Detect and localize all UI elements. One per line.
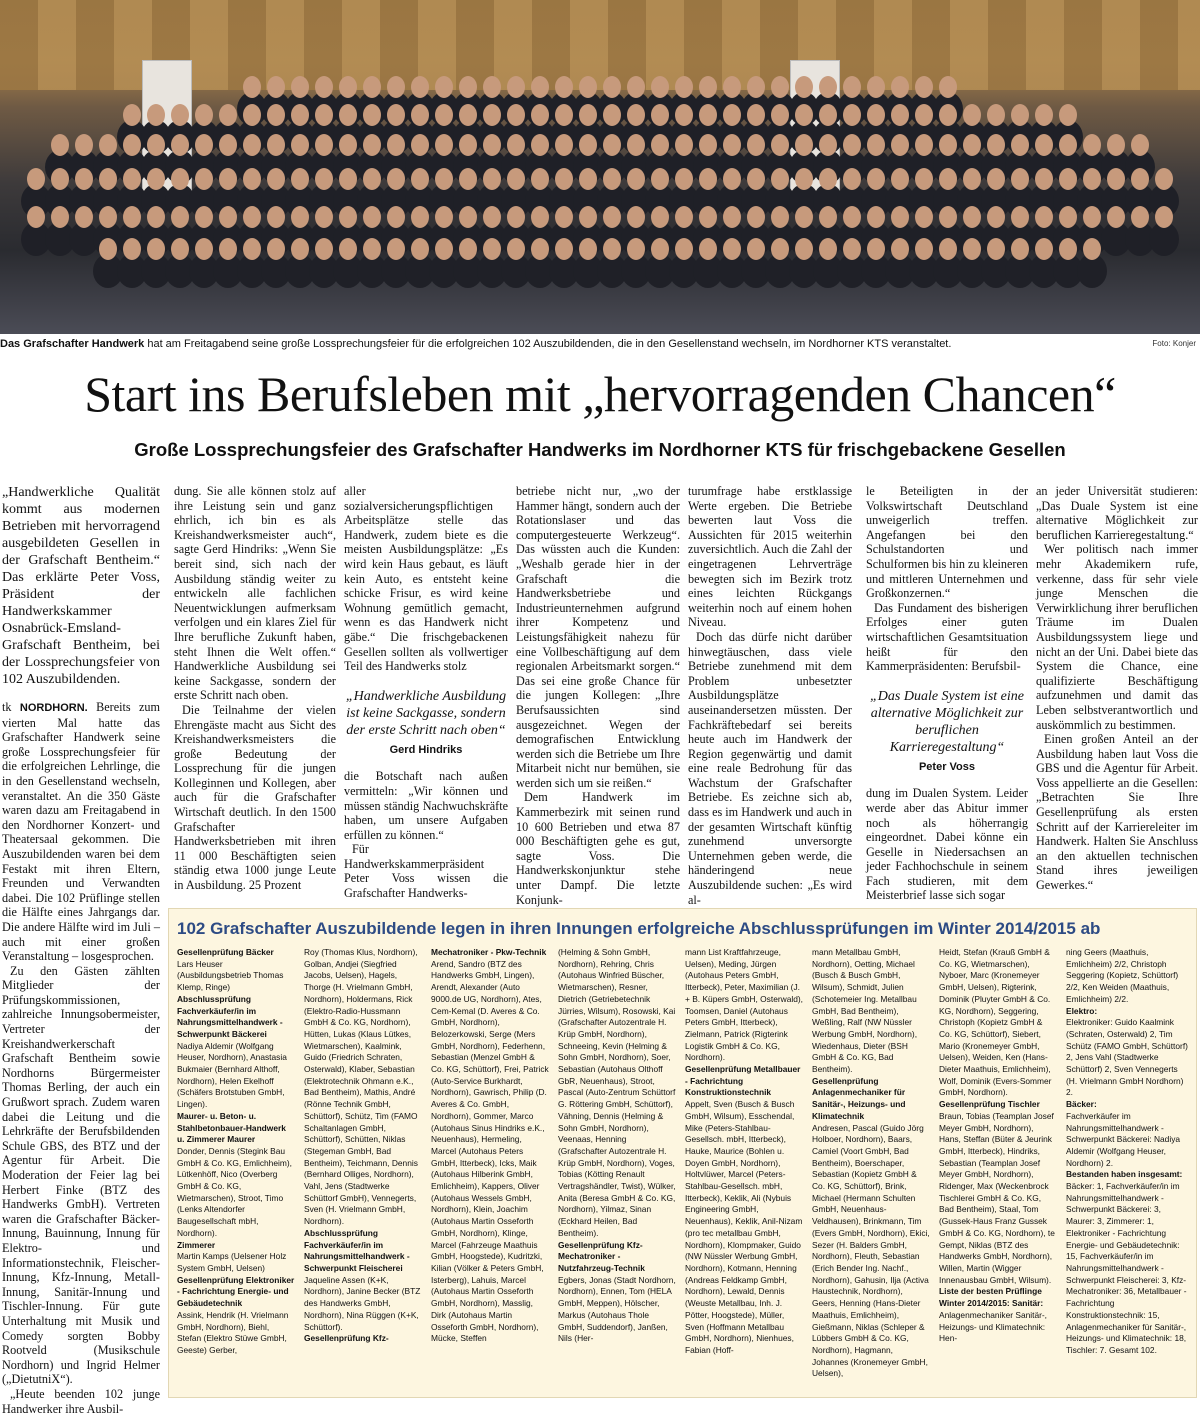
exam-list: mann Metallbau GmbH, Nordhorn), Oetting, Michael (Busch & Busch GmbH, Wilsum), Schmidt, Julien (Schotemeier Ing. Metallbau GmbH, Bad Bentheim), Weßling, Ralf (NW Nüssler Werbung GmbH, Nordhorn), Wiedenhaus, Dieter (BSH GmbH & Co. KG, Bad Bentheim).: [812, 947, 918, 1075]
article-column-5: [688, 484, 852, 907]
photo-people-row: [0, 238, 1200, 260]
pull-quote-author: Gerd Hindriks: [389, 743, 463, 756]
group-photo: [0, 0, 1200, 334]
exam-list: Arend, Sandro (BTZ des Handwerks GmbH, Lingen), Arendt, Alexander (Auto 9000.de UG, Nordhorn), Ates, Cem-Kemal (D. Averes & Co. GmbH, Nordhorn), Belozerkowski, Serge (Mers GmbH, Nordhorn), Federhenn, Sebastian (Menzel GmbH & Co. KG, Schüttorf), Frei, Patrick (Auto-Service Burkhardt, Nordhorn), Gawrisch, Philip (D. Averes & Co. GmbH, Nordhorn), Gommer, Marco (Autohaus Sinus Hindriks e.K., Neuenhaus), Hermeling, Marcel (Autohaus Peters GmbH, Itterbeck), Icks, Maik (Autohaus Hilberink GmbH, Emlichheim), Kappers, Oliver (Autohaus Wessels GmbH, Nordhorn), Klein, Joachim (Autohaus Martin Osseforth GmbH, Nordhorn), Klinge, Marcel (Fahrzeuge Maathuis GmbH, Hoogstede), Kudritzki, Kilian (Völker & Peters GmbH, Isterberg), Lahuis, Marcel (Autohaus Martin Osseforth GmbH, Nordhorn), Masslig, Dirk (Autohaus Martin Osseforth GmbH, Nordhorn), Mücke, Steffen: [431, 958, 549, 1344]
exam-heading: Gesellenprüfung Kfz-: [304, 1333, 389, 1344]
article-column-1: [2, 484, 160, 1416]
pull-quote: „Das Duale System ist eine alternative Möglichkeit zur beruflichen Karrieregestaltung“: [870, 688, 1024, 755]
best-candidates-heading: Liste der besten Prüflinge Winter 2014/2015: Sanitär:: [939, 1286, 1044, 1309]
exam-list: mann List Kraftfahrzeuge, Uelsen), Meding, Jürgen (Autohaus Peters GmbH, Itterbeck), Peter, Maximilian (J. + B. Küpers GmbH, Osterwald), Toomsen, Daniel (Autohaus Peters GmbH, Itterbeck), Zielmann, Patrick (Rigterink Logistik GmbH & Co. KG, Nordhorn).: [685, 947, 803, 1063]
body-paragraph: Zu den Gästen zählten Mitglieder der Prüfungskommissionen, zahlreiche Innungsobermeister, Vertreter der Kreishandwerkerschaft Grafschaft Bentheim sowie Nordhorns Bürgermeister Thomas Berling, der auch ein Grußwort sprach. Zudem waren dabei die Leitung und die Lehrkräfte der Berufsbildenden Schule GBS, des BTZ und der Agentur für Arbeit. Die Moderation der Feier lag bei Herbert Finke (BTZ des Handwerks GmbH). Vertreten waren die Grafschafter Bäcker-Innung, Bauinnung, Innung für Elektro- und Informationstechnik, Fleischer-Innung, Kfz-Innung, Metall-Innung, Sanitär-Innung und Tischler-Innung. Für gute Unterhaltung mit Musik und Comedy sorgten Bobby Rootveld (Musikschule Nordhorn) und Ingrid Helmer („DietutniX“).: [2, 963, 160, 1387]
exam-list: Braun, Tobias (Teamplan Josef Meyer GmbH, Nordhorn), Hans, Steffan (Büter & Jeurink GmbH, Itterbeck), Hindriks, Sebastian (Teamplan Josef Meyer GmbH, Nordhorn), Ridenger, Max (Weckenbrock Tischlerei GmbH & Co. KG, Bad Bentheim), Staal, Tom (Gussek-Haus Franz Gussek GmbH & Co. KG, Nordhorn), te Gempt, Niklas (BTZ des Handwerks GmbH, Nordhorn), Willen, Martin (Wigger Innenausbau GmbH, Wilsum).: [939, 1110, 1055, 1285]
exam-list: Jaqueline Assen (K+K, Nordhorn), Janine Becker (BTZ des Handwerks GmbH, Nordhorn), Nina Rüggen (K+K, Schüttorf).: [304, 1274, 421, 1332]
best-candidates-heading: Bäcker:: [1066, 1099, 1097, 1110]
exam-heading: Gesellenprüfung Bäcker: [177, 947, 274, 957]
photo-people-row: [0, 104, 1200, 126]
photo-people-row: [0, 134, 1200, 156]
body-paragraph: Das Fundament des bisherigen Erfolges einer guten wirtschaftlichen Gesamtsituation heißt für den Kammerpräsidenten: Berufsbil-: [866, 600, 1028, 674]
exam-list: Heidt, Stefan (Krauß GmbH & Co. KG, Wietmarschen), Nyboer, Marc (Kronemeyer GmbH, Uelsen), Rigterink, Dominik (Pluyter GmbH & Co. KG, Nordhorn), Seggering, Christoph (Kopietz GmbH & Co. KG, Schüttorf), Siebert, Mario (Kronemeyer GmbH, Uelsen), Weiden, Ken (Hans-Dieter Maathuis, Emlichheim), Wolf, Dominik (Evers-Sommer GmbH, Nordhorn).: [939, 947, 1052, 1098]
info-box-column-2: [304, 947, 422, 1345]
dateline: NORDHORN.: [19, 702, 88, 714]
body-paragraph: Wer politisch nach immer mehr Akademikern rufe, verkenne, dass für sehr viele junge Menschen die Verwirklichung ihrer beruflichen Träume im Dualen Ausbildungssystem liege und nicht an der Uni. Dabei biete das System die Chance, eine qualifizierte Beschäftigung aufzunehmen und damit das Leben selbstverantwortlich und auskömmlich zu bestimmen.: [1036, 542, 1198, 732]
totals-list: Bäcker: 1, Fachverkäufer/in im Nahrungsmittelhandwerk - Schwerpunkt Bäckerei: 3, Maurer: 3, Zimmerer: 1, Elektroniker - Fachrichtung Energie- und Gebäudetechnik: 15, Fachverkäufer/in im Nahrungsmittelhandwerk - Schwerpunkt Fleischerei: 3, Kfz-Mechatroniker: 36, Metallbauer - Fachrichtung Konstruktionstechnik: 15, Anlagenmechaniker für Sanitär-, Heizungs- und Klimatechnik: 18, Tischler: 7. Gesamt 102.: [1066, 1181, 1187, 1355]
exam-list: Donder, Dennis (Stegink Bau GmbH & Co. KG, Emlichheim), Lütkenhöff, Nico (Overberg GmbH & Co. KG, Wietmarschen), Stroot, Timo (Lenks Altendorfer Baugesellschaft mbH, Nordhorn).: [177, 1145, 292, 1238]
info-box-column-8: [1066, 947, 1188, 1357]
exam-list: (Helming & Sohn GmbH, Nordhorn), Rehring, Chris (Autohaus Winfried Büscher, Wietmarschen), Resner, Dietrich (Getriebetechnik Jürries, Wilsum), Rosowski, Kai (Grafschafter Autozentrale H. Krüp GmbH, Nordhorn), Schneeing, Kevin (Helming & Sohn GmbH, Nordhorn), Soer, Sebastian (Autohaus Olthoff GbR, Neuenhaus), Stroot, Pascal (Auto-Zentrum Schüttorf G. Röttering GmbH, Schüttorf), Vähning, Dennis (Helming & Sohn GmbH, Nordhorn), Veenaas, Henning (Grafschafter Autozentrale H. Krüp GmbH, Nordhorn), Voges, Tobias (Kötting Renault Vertragshändler, Twist), Wülker, Anita (Beresa GmbH & Co. KG, Nordhorn), Yilmaz, Sinan (Eckhard Heilen, Bad Bentheim).: [558, 947, 676, 1238]
exam-heading: Mechatroniker - Pkw-Technik: [431, 947, 547, 957]
exam-heading: Gesellenprüfung Kfz-Mechatroniker - Nutzfahrzeug-Technik: [558, 1239, 645, 1273]
article-column-2: [174, 484, 336, 893]
body-paragraph: dung im Dualen System. Leider werde aber das Abitur immer noch als höherrangig eingeordnet. Dabei könne ein Geselle in Niedersachsen an jeder Fachhochschule in seinem Fach studieren, mit dem Meisterbrief lasse sich sogar: [866, 786, 1028, 903]
body-paragraph: betriebe nicht nur, „wo der Hammer hängt, sondern auch der Rotationslaser und das computergesteuerte Werkzeug“. Das wüssten auch die Kunden: „Weshalb gerade hier in der Grafschaft die Handwerksbetriebe und Industrieunternehmen aufgrund ihrer Kompetenz und Leistungsfähigkeit nahezu für eine Vollbeschäftigung auf dem regionalen Arbeitsmarkt sorgen.“ Das sei eine große Chance für die jungen Kollegen: „Ihre Berufsaussichten sind ausgezeichnet. Wegen der demografischen Entwicklung werden sich die Betriebe um Ihre Mitarbeit nicht nur bemühen, sie werden sich um sie reißen.“: [516, 484, 680, 790]
body-paragraph: dung. Sie alle können stolz auf ihre Leistung sein und ganz ehrlich, ich bin es als Kreishandwerksmeister auch“, sagte Gerd Hindriks: „Wenn Sie bereit sind, sich nach der Ausbildung ständig weiter zu entwickeln alle fachlichen Neuentwicklungen aufmerksam verfolgen und ein klares Ziel für Ihre berufliche Zukunft haben, steht Ihnen die Welt offen.“ Handwerkliche Ausbildung sei keine Sackgasse, sondern der erste Schritt nach oben.: [174, 484, 336, 703]
info-box-title: 102 Grafschafter Auszubildende legen in ihren Innungen erfolgreiche Abschlussprüfungen im Winter 2014/2015 ab: [177, 919, 1101, 938]
exam-list: Lars Heuser (Ausbildungsbetrieb Thomas Klemp, Ringe): [177, 958, 284, 993]
exam-heading: Gesellenprüfung Tischler: [939, 1099, 1040, 1110]
exam-list: Roy (Thomas Klus, Nordhorn), Golban, Andjei (Siegfried Jacobs, Uelsen), Hagels, Thorge (H. Vrielmann GmbH, Nordhorn), Holdermans, Rick (Elektro-Radio-Hussmann GmbH & Co. KG, Nordhorn), Hütten, Lukas (Klaus Lütkes, Wietmarschen), Kaalmink, Guido (Friedrich Schraten, Osterwald), Klaber, Sebastian (Elektrotechnik Ohmann e.K., Bad Bentheim), Mathis, André (Rönne Technik GmbH, Schüttorf), Schütz, Tim (FAMO Schaltanlagen GmbH, Schüttorf), Schütten, Niklas (Stegeman GmbH, Bad Bentheim), Teichmann, Dennis (Bernhard Olliges, Nordhorn), Vahl, Jens (Stadtwerke Schüttorf GmbH), Vennegerts, Sven (H. Vrielmann GmbH, Nordhorn).: [304, 947, 418, 1227]
body-paragraph: Doch das dürfe nicht darüber hinwegtäuschen, dass viele Betriebe zunehmend mit dem Problem unbesetzter Ausbildungsplätze auseinandersetzen müssten. Der Fachkräftebedarf sei bereits heute auch im Handwerk der Region gegenwärtig und damit eine reale Bedrohung für das Wachstum der Grafschafter Betriebe. Es zeichne sich ab, dass es im Handwerk und auch in der gesamten Wirtschaft künftig zunehmend unversorgte Unternehmen geben werde, die händeringend neue Auszubildende suchen: „Es wird al-: [688, 629, 852, 907]
article-column-3: [344, 484, 508, 901]
photo-people-row: [0, 206, 1200, 228]
body-paragraph: Die Teilnahme der vielen Ehrengäste macht aus Sicht des Kreishandwerksmeisters die große Bedeutung der Lossprechung für die jungen Kolleginnen und Kollegen, aber auch für die Grafschafter Wirtschaft deutlich. In den 1500 Grafschafter Handwerksbetrieben mit ihren 11 000 Beschäftigten seien ständig etwa 1000 junge Leute in Ausbildung. 25 Prozent: [174, 702, 336, 893]
author-prefix: tk: [2, 700, 20, 714]
exam-list: Egbers, Jonas (Stadt Nordhorn, Nordhorn), Ennen, Tom (HELA GmbH, Meppen), Hölscher, Markus (Autohaus Thole GmbH, Suddendorf), Janßen, Nils (Her-: [558, 1274, 676, 1344]
body-paragraph: an jeder Universität studieren: „Das Duale System ist eine alternative Möglichkeit zur beruflichen Karrieregestaltung.“: [1036, 484, 1198, 542]
info-box-column-1: [177, 947, 295, 1357]
info-box-column-3: [431, 947, 549, 1345]
body-paragraph: „Heute beenden 102 junge Handwerker ihre Ausbil-: [2, 1386, 160, 1416]
best-candidates-list: Anlagenmechaniker Sanitär-, Heizungs- und Klimatechnik: Hen-: [939, 1309, 1048, 1344]
info-box-column-4: [558, 947, 676, 1345]
pull-quote-author: Peter Voss: [918, 760, 976, 773]
body-paragraph: Für Handwerkskammerpräsident Peter Voss wissen die Grafschafter Handwerks-: [344, 842, 508, 901]
body-paragraph: turumfrage habe erstklassige Werte ergeben. Die Betriebe bewerten laut Voss die Aussichten für 2015 weiterhin zuversichtlich. Auch die Zahl der eingetragenen Lehrverträge bewegten sich im Bezirk trotz eines leichten Rückgangs weiterhin noch auf einem hohen Niveau.: [688, 484, 852, 630]
exam-heading: Abschlussprüfung Fachverkäufer/in im Nahrungsmittelhandwerk - Schwerpunkt Fleischerei: [304, 1227, 410, 1273]
best-candidates-list: ning Geers (Maathuis, Emlichheim) 2/2, Christoph Seggering (Kopietz, Schüttorf) 2/2, Ken Weiden (Maathuis, Emlichheim) 2/2.: [1066, 947, 1179, 1004]
photo-caption: [0, 336, 1200, 352]
article-column-7: [1036, 484, 1198, 893]
caption-bold: Das Grafschafter Handwerk: [0, 338, 145, 350]
body-paragraph: Dem Handwerk im Kammerbezirk mit seinen rund 10 600 Betrieben und etwa 87 000 Beschäftigten gehe es gut, sagte Voss. Die Handwerkskonjunktur stehe unter Dampf. Die letzte Konjunk-: [516, 790, 680, 907]
caption-text: hat am Freitagabend seine große Lossprechungsfeier für die erfolgreichen 102 Auszubildenden, die in den Gesellenstand wechseln, im Nordhorner KTS veranstaltet.: [144, 338, 952, 350]
exam-heading: Maurer- u. Beton- u. Stahlbetonbauer-Handwerk u. Zimmerer Maurer: [177, 1110, 286, 1145]
exam-heading: Abschlussprüfung Fachverkäufer/in im Nahrungsmittelhandwerk - Schwerpunkt Bäckerei: [177, 993, 283, 1039]
body-paragraph: le Beteiligten in der Volkswirtschaft Deutschland unweigerlich treffen. Angefangen bei den Schulstandorten und Schulformen bis hin zu kleineren und mittleren Unternehmen und Großkonzernen.“: [866, 484, 1028, 601]
photo-people-row: [0, 76, 1200, 98]
best-candidates-heading: Elektro:: [1066, 1005, 1098, 1016]
body-paragraph: Bereits zum vierten Mal hatte das Grafschafter Handwerk seine große Lossprechungsfeier für die erfolgreichen Lehrlinge, die in den Gesellenstand wechseln, veranstaltet. An die 350 Gäste waren dazu am Freitagabend in den Nordhorner Konzert- und Theatersaal gekommen. Die Auszubildenden waren bei dem Festakt mit ihren Eltern, Freunden und Verwandten dabei. Die 102 Prüflinge stellen die Hälfte eines Jahrgangs dar. Die andere Hälfte wird im Juli – auch mit einer großen Veranstaltung – losgesprochen.: [2, 700, 160, 964]
best-candidates-list: Elektroniker: Guido Kaalmink (Schraten, Osterwald) 2, Tim Schütz (FAMO GmbH, Schüttorf) 2, Jens Vahl (Stadtwerke Schüttorf) 2, Sven Vennegerts (H. Vrielmann GmbH Nordhorn) 2.: [1066, 1017, 1188, 1098]
photo-people-row: [0, 168, 1200, 190]
exam-list: Andresen, Pascal (Guido Jörg Holboer, Nordhorn), Baars, Camiel (Voort GmbH, Bad Bentheim), Boerschaper, Sebastian (Kopietz GmbH & Co. KG, Schüttorf), Brink, Michael (Hermann Schulten GmbH, Neuenhaus-Veldhausen), Brinkmann, Tim (Evers GmbH, Nordhorn), Ekici, Sezer (H. Balders GmbH, Nordhorn), Fleuth, Sebastian (Erich Bender Ing. Nachf., Nordhorn), Gahusin, Ilja (Activa Haustechnik, Nordhorn), Geers, Henning (Hans-Dieter Maathuis, Emlichheim), Gießmann, Niklas (Schleper & Lübbers GmbH & Co. KG, Nordhorn), Hagmann, Johannes (Kronemeyer GmbH, Uelsen),: [812, 1122, 930, 1379]
best-candidates-list: Fachverkäufer im Nahrungsmittelhandwerk - Schwerpunkt Bäckerei: Nadiya Aldemir (Wolfgang Heuser, Nordhorn) 2.: [1066, 1110, 1181, 1168]
exam-heading: Gesellenprüfung Anlagenmechaniker für Sanitär-, Heizungs- und Klimatechnik: [812, 1075, 906, 1121]
article-column-6: [866, 484, 1028, 903]
totals-heading: Bestanden haben insgesamt:: [1066, 1169, 1183, 1180]
exam-heading: Gesellenprüfung Metallbauer - Fachrichtung Konstruktionstechnik: [685, 1064, 801, 1098]
info-box-column-6: [812, 947, 930, 1380]
headline: Start ins Berufsleben mit „hervorragenden Chancen“: [84, 366, 1116, 422]
body-paragraph: aller sozialversicherungspflichtigen Arbeitsplätze stelle das Handwerk, zudem biete es die meisten Ausbildungsplätze: „Es wird kein Haus gebaut, es läuft kein Auto, es entsteht keine schicke Frisur, es wird keine Wohnung gemütlich gemacht, wenn es das Handwerk nicht gäbe.“ Die frischgebackenen Gesellen sollten als vollwertiger Teil des Handwerks stolz: [344, 484, 508, 674]
article-column-4: [516, 484, 680, 907]
lead-paragraph: „Handwerkliche Qualität kommt aus modernen Betrieben mit hervorragend ausgebildeten Gesellen in der Grafschaft Bentheim.“ Das erklärte Peter Voss, Präsident der Handwerkskammer Osnabrück-Emsland-Grafschaft Bentheim, bei der Lossprechungsfeier von 102 Auszubildenden.: [2, 485, 160, 687]
photo-credit: Foto: Konjer: [1152, 339, 1196, 348]
body-paragraph: die Botschaft nach außen vermitteln: „Wir können und müssen ständig Nachwuchskräfte haben, um unsere Aufgaben erfüllen zu können.“: [344, 769, 508, 842]
info-box-column-7: [939, 947, 1057, 1345]
body-paragraph: Einen großen Anteil an der Ausbildung haben laut Voss die GBS und die Agentur für Arbeit. Voss appellierte an die Gesellen: „Betrachten Sie Ihre Gesellenprüfung als ersten Schritt auf der Karriereleiter im Handwerk. Halten Sie Anschluss an den aktuellen technischen Stand ihres jeweiligen Gewerkes.“: [1036, 732, 1198, 893]
graduates-info-box: [168, 908, 1197, 1398]
subheadline: Große Lossprechungsfeier des Grafschafter Handwerks im Nordhorner KTS für frischgebackene Gesellen: [134, 439, 1066, 460]
exam-list: Nadiya Aldemir (Wolfgang Heuser, Nordhorn), Anastasia Bukmaier (Bernhard Althoff, Nordhorn), Helen Ekelhoff (Schäfers Brotstuben GmbH, Lingen).: [177, 1040, 287, 1110]
exam-list: Appelt, Sven (Busch & Busch GmbH, Wilsum), Esschendal, Mike (Peters-Stahlbau-Gesellsch. mbH, Itterbeck), Hauke, Maurice (Bohlen u. Doyen GmbH, Nordhorn), Holtvlüwer, Marcel (Peters-Stahlbau-Gesellsch. mbH, Itterbeck), Keklik, Ali (Nybuis Engineering GmbH, Neuenhaus), Keklik, Anil-Nizam (pro tec metallbau GmbH, Nordhorn), Klompmaker, Guido (NW Nüssler Werbung GmbH, Nordhorn), Kotmann, Henning (Andreas Feldkamp GmbH, Nordhorn), Lewald, Dennis (Weuste Metallbau, Inh. J. Pötter, Hoogstede), Müller, Sven (Hoffmann Metallbau GmbH, Nordhorn), Nienhues, Fabian (Hoff-: [685, 1099, 803, 1355]
exam-list: Assink, Hendrik (H. Vrielmann GmbH, Nordhorn), Biehl, Stefan (Elektro Stüwe GmbH, Geeste) Gerber,: [177, 1309, 289, 1355]
exam-heading: Gesellenprüfung Elektroniker - Fachrichtung Energie- und Gebäudetechnik: [177, 1274, 295, 1309]
exam-heading: Zimmerer: [177, 1239, 216, 1250]
exam-list: Martin Kamps (Uelsener Holz System GmbH, Uelsen): [177, 1251, 287, 1273]
pull-quote: „Handwerkliche Ausbildung ist keine Sackgasse, sondern der erste Schritt nach oben“: [345, 688, 507, 738]
info-box-column-5: [685, 947, 803, 1357]
